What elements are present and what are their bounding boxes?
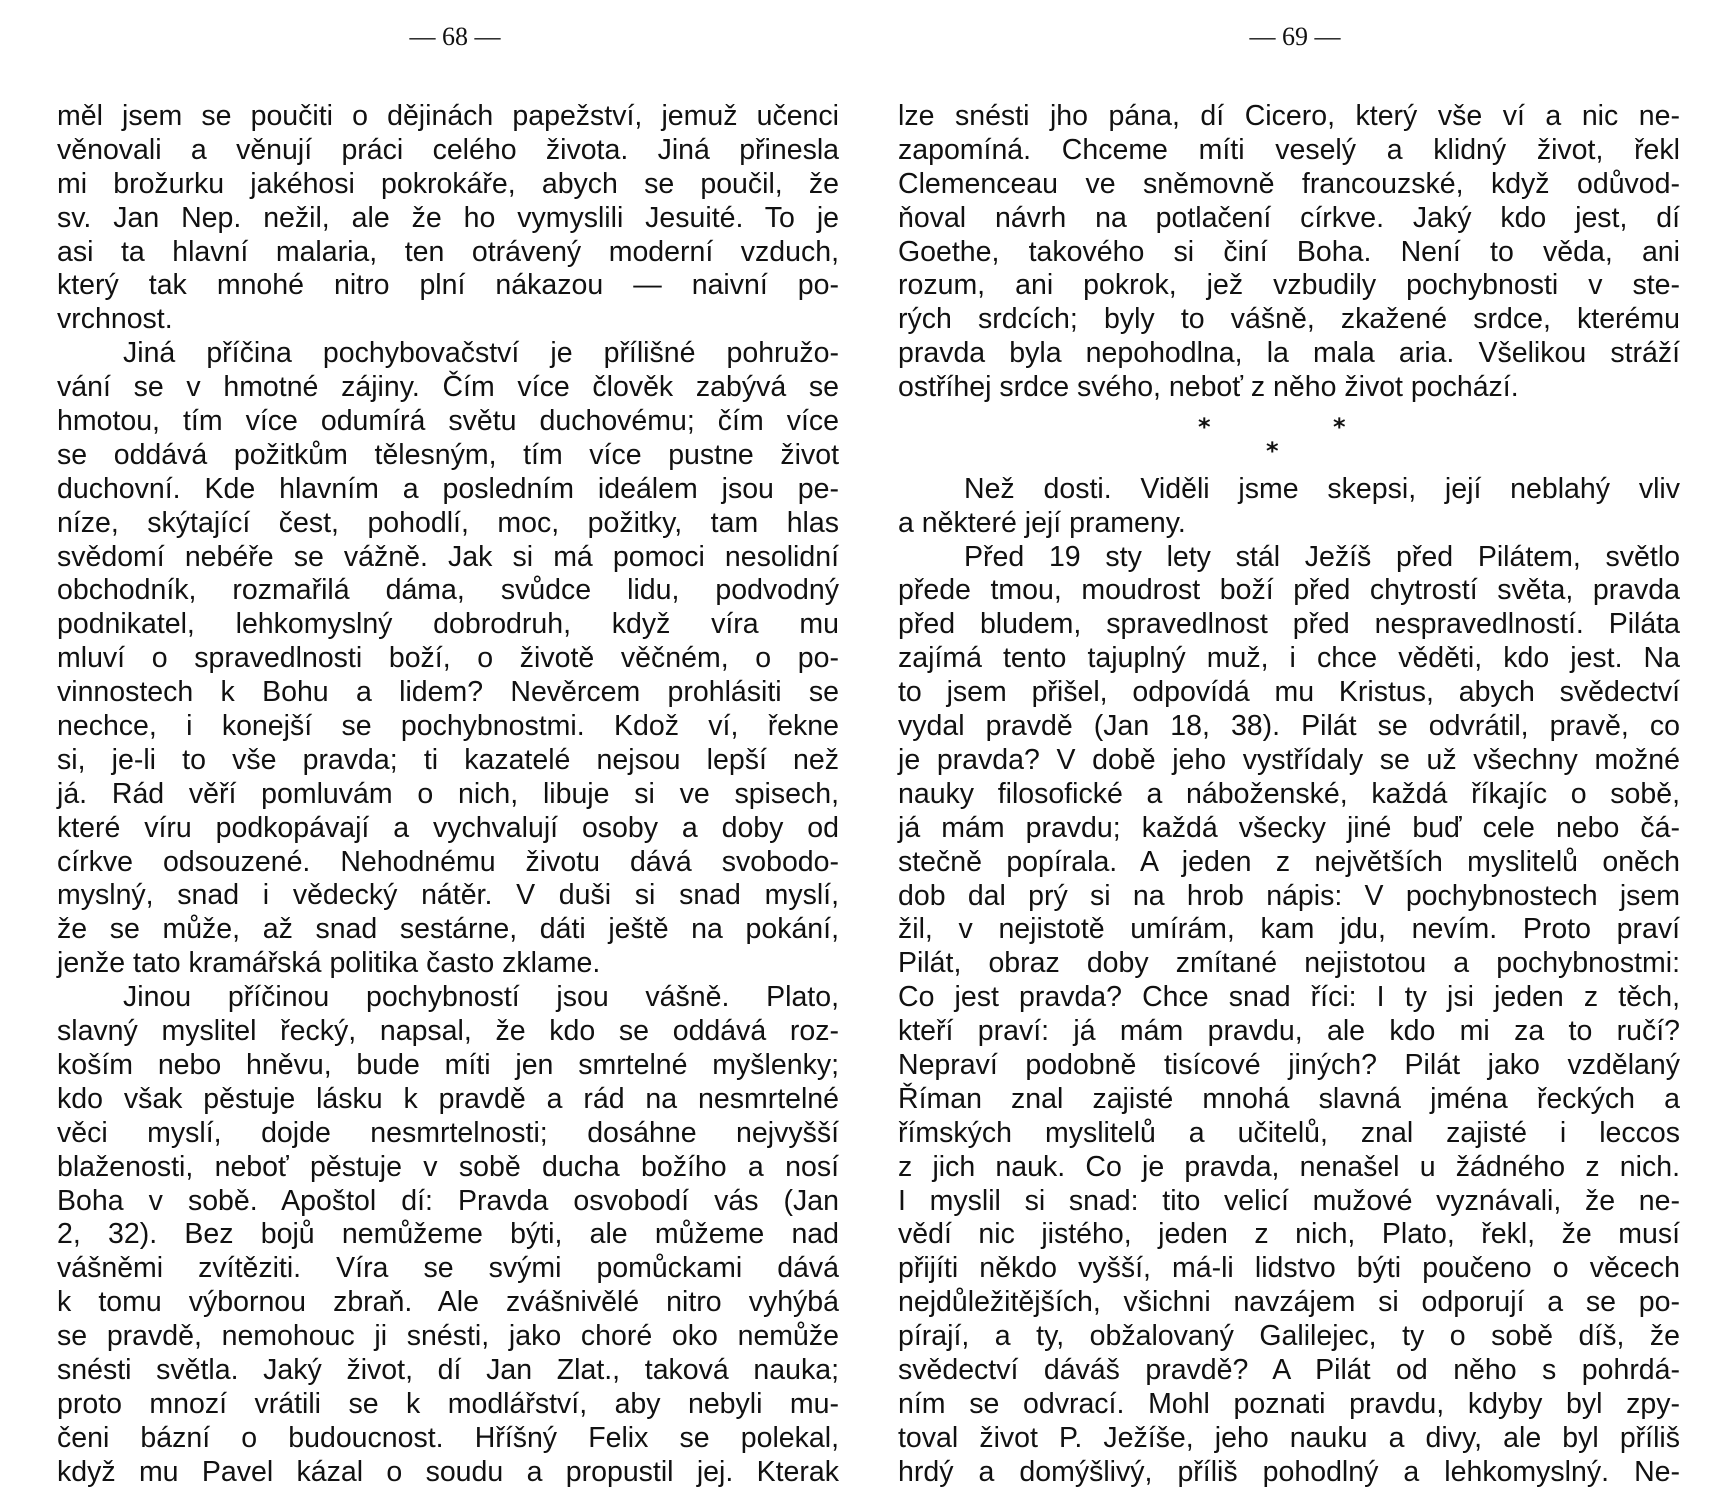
text-line: 2, 32). Bez bojů nemůžeme býti, ale můžeme nad bbox=[57, 1218, 839, 1251]
text-line: vrchnost. bbox=[57, 303, 173, 336]
text-line: proto mnozí vrátili se k modlářství, aby nebyli mu- bbox=[57, 1387, 839, 1420]
text-line: Goethe, takového si činí Boha. Není to věda, ani bbox=[898, 235, 1680, 268]
text-line: římských myslitelů a učitelů, znal zajisté i leccos bbox=[898, 1116, 1680, 1149]
text-line: pírají, a ty, obžalovaný Galilejec, ty o sobě díš, že bbox=[898, 1320, 1680, 1353]
text-line: přede tmou, moudrost boží před chytrostí světa, pravda bbox=[898, 574, 1680, 607]
text-line: se pravdě, nemohouc ji snésti, jako choré oko nemůže bbox=[57, 1320, 839, 1353]
text-line: nejdůležitějších, všichni navzájem si odporují a se po- bbox=[898, 1286, 1680, 1319]
text-line: ním se odvrací. Mohl poznati pravdu, kdyby byl zpy- bbox=[898, 1387, 1680, 1420]
text-line: měl jsem se poučiti o dějinách papežství, jemuž učenci bbox=[57, 100, 839, 132]
text-line: vání se v hmotné zájiny. Čím více člověk zabývá se bbox=[57, 371, 839, 404]
text-line: Boha v sobě. Apoštol dí: Pravda osvobodí vás (Jan bbox=[57, 1184, 839, 1217]
text-line: asi ta hlavní malaria, ten otrávený moderní vzduch, bbox=[57, 235, 839, 268]
text-line: Co jest pravda? Chce snad říci: I ty jsi jeden z těch, bbox=[898, 981, 1680, 1014]
text-line: který tak mnohé nitro plní nákazou — naivní po- bbox=[57, 269, 839, 302]
text-line: Jiná příčina pochybovačství je přílišné pohružo- bbox=[123, 337, 839, 370]
page-number-right: — 69 — bbox=[1249, 22, 1341, 51]
text-line: Pilát, obraz doby zmítané nejistotou a pochybnostmi: bbox=[898, 947, 1680, 980]
text-line: k tomu výbornou zbraň. Ale zvášnivělé nitro vyhýbá bbox=[57, 1286, 839, 1319]
section-divider-asterisks bbox=[898, 405, 1680, 473]
text-line: dob dal prý si na hrob nápis: V pochybnostech jsem bbox=[898, 879, 1680, 912]
text-line: před bludem, spravedlnost před nespravedlností. Piláta bbox=[898, 608, 1680, 641]
text-line: sv. Jan Nep. nežil, ale že ho vymyslili Jesuité. To je bbox=[57, 201, 839, 234]
text-line: pravda byla nepohodlna, la mala aria. Všelikou stráží bbox=[898, 337, 1680, 370]
text-line: mi brožurku jakéhosi pokrokáře, abych se poučil, že bbox=[57, 167, 839, 200]
text-line: hrdý a domýšlivý, příliš pohodlný a lehkomyslný. Ne- bbox=[898, 1455, 1680, 1488]
text-line: Než dosti. Viděli jsme skepsi, její neblahý vliv bbox=[964, 472, 1680, 505]
text-line: Před 19 sty lety stál Ježíš před Pilátem, světlo bbox=[964, 540, 1680, 573]
text-line: mluví o spravedlnosti boží, o životě věčném, o po- bbox=[57, 642, 839, 675]
text-line: svědomí nebéře se vážně. Jak si má pomoci nesolidní bbox=[57, 540, 839, 573]
text-line: Nepraví podobně tisícové jiných? Pilát jako vzdělaný bbox=[898, 1048, 1680, 1081]
text-line: že se může, až snad sestárne, dáti ještě na pokání, bbox=[57, 913, 839, 946]
text-line: kteří praví: já mám pravdu, ale kdo mi za to ručí? bbox=[898, 1015, 1680, 1048]
text-line: kdo však pěstuje lásku k pravdě a rád na nesmrtelné bbox=[57, 1082, 839, 1115]
text-line: čeni bázní o budoucnost. Hříšný Felix se polekal, bbox=[57, 1421, 839, 1454]
right-page-text bbox=[898, 100, 1680, 1490]
text-line: se oddává požitkům tělesným, tím více pustne život bbox=[57, 438, 839, 471]
left-page-text bbox=[57, 100, 839, 1490]
text-line: věnovali a věnují práci celého života. Jiná přinesla bbox=[57, 133, 839, 166]
text-line: jenže tato kramářská politika často zklame. bbox=[57, 947, 601, 980]
text-line: věci myslí, dojde nesmrtelnosti; dosáhne nejvyšší bbox=[57, 1116, 839, 1149]
text-line: podnikatel, lehkomyslný dobrodruh, když víra mu bbox=[57, 608, 839, 641]
text-line: církve odsouzené. Nehodnému životu dává svobodo- bbox=[57, 845, 839, 878]
text-line: níze, skýtající čest, pohodlí, moc, požitky, tam hlas bbox=[57, 506, 839, 539]
text-line: z jich nauk. Co je pravda, nenašel u žádného z nich. bbox=[898, 1150, 1680, 1183]
text-line: Clemenceau ve sněmovně francouzské, když odůvod- bbox=[898, 167, 1680, 200]
text-line: to jsem přišel, odpovídá mu Kristus, abych svědectví bbox=[898, 676, 1680, 709]
text-line: je pravda? V době jeho vystřídaly se už všechny možné bbox=[898, 743, 1680, 776]
page-number-left: — 68 — bbox=[409, 22, 501, 51]
text-line: blaženosti, neboť pěstuje v sobě ducha božího a nosí bbox=[57, 1150, 839, 1183]
text-line: obchodník, rozmařilá dáma, svůdce lidu, podvodný bbox=[57, 574, 839, 607]
text-line: svědectví dáváš pravdě? A Pilát od něho s pohrdá- bbox=[898, 1353, 1680, 1386]
text-line: nechce, i konejší se pochybnostmi. Kdož ví, řekne bbox=[57, 710, 839, 743]
text-line: rých srdcích; byly to vášně, zkažené srdce, kterému bbox=[898, 303, 1680, 336]
asterisk: * bbox=[1333, 413, 1346, 442]
text-line: ostříhej srdce svého, neboť z něho život pochází. bbox=[898, 371, 1519, 404]
text-line: stečně popírala. A jeden z největších myslitelů oněch bbox=[898, 845, 1680, 878]
text-line: koším nebo hněvu, bude míti jen smrtelné myšlenky; bbox=[57, 1048, 839, 1081]
text-line: lze snésti jho pána, dí Cicero, který vše ví a nic ne- bbox=[898, 100, 1680, 132]
text-line: já. Rád věří pomluvám o nich, libuje si ve spisech, bbox=[57, 777, 839, 810]
text-line: přijíti někdo vyšší, má-li lidstvo býti poučeno o věcech bbox=[898, 1252, 1680, 1285]
text-line: toval život P. Ježíše, jeho nauku a divy, ale byl příliš bbox=[898, 1421, 1680, 1454]
text-line: nauky filosofické a náboženské, každá říkajíc o sobě, bbox=[898, 777, 1680, 810]
text-line: žil, v nejistotě umírám, kam jdu, nevím. Proto praví bbox=[898, 913, 1680, 946]
text-line: slavný myslitel řecký, napsal, že kdo se oddává roz- bbox=[57, 1015, 839, 1048]
text-line: I myslil si snad: tito velicí mužové vyznávali, že ne- bbox=[898, 1184, 1680, 1217]
text-line: které víru podkopávají a vychvalují osoby a doby od bbox=[57, 811, 839, 844]
asterisk: * bbox=[1266, 437, 1279, 466]
text-line: a některé její prameny. bbox=[898, 506, 1186, 539]
text-line: když mu Pavel kázal o soudu a propustil jej. Kterak bbox=[57, 1455, 839, 1488]
text-line: vědí nic jistého, jeden z nich, Plato, řekl, že musí bbox=[898, 1218, 1680, 1251]
text-line: ňoval návrh na potlačení církve. Jaký kdo jest, dí bbox=[898, 201, 1680, 234]
text-line: si, je-li to vše pravda; ti kazatelé nejsou lepší než bbox=[57, 743, 839, 776]
text-line: vášněmi zvítěziti. Víra se svými pomůckami dává bbox=[57, 1252, 839, 1285]
text-line: já mám pravdu; každá všecky jiné buď cele nebo čá- bbox=[898, 811, 1680, 844]
asterisk: * bbox=[1198, 413, 1211, 442]
text-line: zapomíná. Chceme míti veselý a klidný život, řekl bbox=[898, 133, 1680, 166]
text-line: vydal pravdě (Jan 18, 38). Pilát se odvrátil, pravě, co bbox=[898, 710, 1680, 743]
text-line: vinnostech k Bohu a lidem? Nevěrcem prohlásiti se bbox=[57, 676, 839, 709]
text-line: hmotou, tím více odumírá světu duchovému; čím více bbox=[57, 405, 839, 438]
text-line: rozum, ani pokrok, jež vzbudily pochybnosti v ste- bbox=[898, 269, 1680, 302]
text-line: Říman znal zajisté mnohá slavná jména řeckých a bbox=[898, 1082, 1680, 1115]
text-line: duchovní. Kde hlavním a posledním ideálem jsou pe- bbox=[57, 472, 839, 505]
text-line: Jinou příčinou pochybností jsou vášně. Plato, bbox=[123, 981, 839, 1014]
text-line: snésti světla. Jaký život, dí Jan Zlat., taková nauka; bbox=[57, 1353, 839, 1386]
text-line: myslný, snad i vědecký nátěr. V duši si snad myslí, bbox=[57, 879, 839, 912]
text-line: zajímá tento tajuplný muž, i chce věděti, kdo jest. Na bbox=[898, 642, 1680, 675]
